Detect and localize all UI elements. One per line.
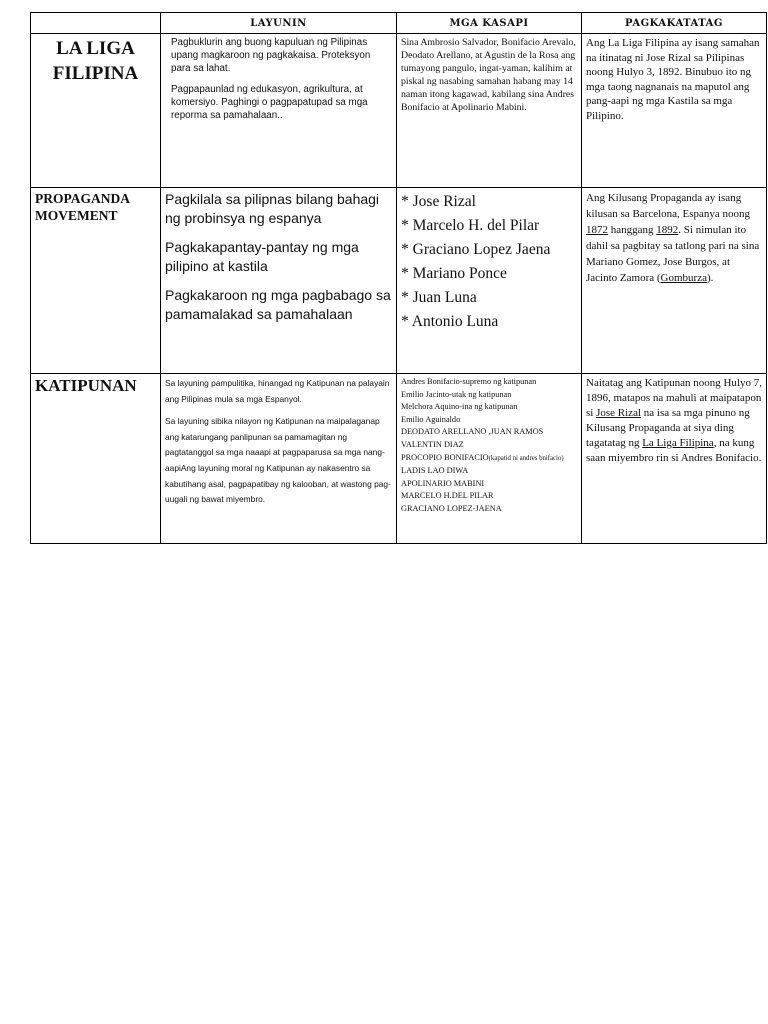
layunin-paragraph: Pagkilala sa pilipnas bilang bahagi ng probinsya ng espanya	[165, 191, 380, 226]
layunin-paragraph: Sa layuning sibika nilayon ng Katipunan na maipalaganap ang katarungang panlipunan sa pamamagitan ng pagtatanggol sa mga naaapi at pagpaparusa sa mga nang-aapiAng layuning moral ng Katipunan ay nakasentro sa kabutihang asal, pagpapatibay ng kalooban, at wastong pag-uugali ng bawat miyembro.	[165, 416, 391, 505]
member-name: PROCOPIO BONIFACIO	[401, 452, 489, 462]
member-list-item: GRACIANO LOPEZ-JAENA	[401, 503, 502, 513]
text-segment: Ang Kilusang Propaganda ay isang kilusan sa Barcelona, Espanya noong	[586, 192, 751, 220]
member-list-item: APOLINARIO MABINI	[401, 478, 485, 488]
text-segment: ).	[706, 272, 714, 284]
table-row-katipunan	[31, 374, 767, 544]
layunin-paragraph: Sa layuning pampulitika, hinangad ng Katipunan na palayain ang Pilipinas mula sa mga Espanyol.	[165, 378, 390, 404]
member-note: (kapatid ni andres bnifacio)	[488, 454, 564, 462]
member-list-item: Emilio Jacinto-utak ng katipunan	[401, 389, 512, 399]
header-layunin: LAYUNIN	[161, 13, 397, 34]
member-list-item: * Jose Rizal	[401, 193, 476, 210]
jose-rizal-link[interactable]: Jose Rizal	[596, 407, 642, 419]
la-liga-filipina-link[interactable]: La Liga Filipina	[642, 437, 714, 449]
header-pagkakatatag: PAGKAKATATAG	[582, 13, 767, 34]
member-list-item: MARCELO H.DEL PILAR	[401, 491, 494, 501]
kasapi-cell-la-liga: Sina Ambrosio Salvador, Bonifacio Arevalo, Deodato Arellano, at Agustin de la Rosa ang tumayong pangulo, ingat-yaman, kalihim at piskal ng nasabing samahan habang may 14 naman itong kagawad, kabilang sina Andres Bonifacio at Apolinario Mabini.	[397, 34, 582, 188]
org-name-la-liga-filipina: LA LIGA FILIPINA	[31, 34, 161, 188]
year-1892-link[interactable]: 1892	[656, 224, 679, 236]
text-segment: , na kung saan miyembro rin si Andres Bonifacio.	[586, 437, 762, 464]
layunin-paragraph: Pagpapaunlad ng edukasyon, agrikultura, at komersiyo. Paghingi o pagpapatupad sa mga reporma sa pamahalaan..	[171, 84, 368, 121]
text-segment: . Si nimulan ito dahil sa pagbitay sa tatlong pari na sina Mariano Gomez, Jose Burgos, at Jacinto Zamora (	[586, 224, 760, 284]
text-segment: Naitatag ang Katipunan noong Hulyo 7, 1896, matapos na mahuli at maipatapon si	[586, 377, 762, 419]
layunin-paragraph: Pagkakaroon ng mga pagbabago sa pamamalakad sa pamahalaan	[165, 287, 391, 322]
member-list-item	[401, 452, 577, 466]
text-segment: hanggang	[608, 224, 657, 236]
table-row-la-liga-filipina	[31, 34, 767, 188]
member-list-item: Emilio Aguinaldo	[401, 414, 461, 424]
header-mga-kasapi: MGA KASAPI	[397, 13, 582, 34]
header-blank	[31, 13, 161, 34]
header-row	[31, 13, 767, 34]
member-list-item: LADIS LAO DIWA	[401, 466, 469, 476]
member-list-item: * Mariano Ponce	[401, 265, 507, 282]
layunin-cell-propaganda	[161, 188, 397, 374]
text-segment: na isa sa mga pinuno ng Kilusang Propaganda at siya ding tagatatag ng	[586, 407, 750, 449]
member-list-item: * Antonio Luna	[401, 313, 499, 330]
kasapi-cell-katipunan	[397, 374, 582, 544]
gomburza-link[interactable]: Gomburza	[660, 272, 707, 284]
organizations-table	[30, 12, 767, 544]
member-list-item: * Marcelo H. del Pilar	[401, 217, 540, 234]
year-1872-link[interactable]: 1872	[586, 224, 608, 236]
org-name-katipunan: KATIPUNAN	[31, 374, 161, 544]
layunin-paragraph: Pagbuklurin ang buong kapuluan ng Pilipinas upang magkaroon ng pagkakaisa. Proteksyon para sa lahat.	[171, 37, 371, 74]
pagkakatatag-cell-la-liga: Ang La Liga Filipina ay isang samahan na itinatag ni Jose Rizal sa Pilipinas noong Hulyo 3, 1892. Binubuo ito ng mga taong nagnanais na maputol ang pang-aapi ng mga Kastila sa mga Pilipino.	[582, 34, 767, 188]
member-list-item: VALENTIN DIAZ	[401, 439, 464, 449]
pagkakatatag-cell-propaganda	[582, 188, 767, 374]
table-row-propaganda-movement	[31, 188, 767, 374]
member-list-item: * Juan Luna	[401, 289, 477, 306]
member-list-item: Andres Bonifacio-supremo ng katipunan	[401, 377, 537, 386]
kasapi-cell-propaganda	[397, 188, 582, 374]
pagkakatatag-cell-katipunan	[582, 374, 767, 544]
member-list-item: Melchora Aquino-ina ng katipunan	[401, 402, 518, 412]
member-list-item: DEODATO ARELLANO ,JUAN RAMOS	[401, 427, 544, 437]
member-list-item: * Graciano Lopez Jaena	[401, 241, 551, 258]
layunin-cell-la-liga	[161, 34, 397, 188]
layunin-paragraph: Pagkakapantay-pantay ng mga pilipino at kastila	[165, 239, 359, 274]
layunin-cell-katipunan	[161, 374, 397, 544]
org-name-propaganda-movement: PROPAGANDA MOVEMENT	[31, 188, 161, 374]
